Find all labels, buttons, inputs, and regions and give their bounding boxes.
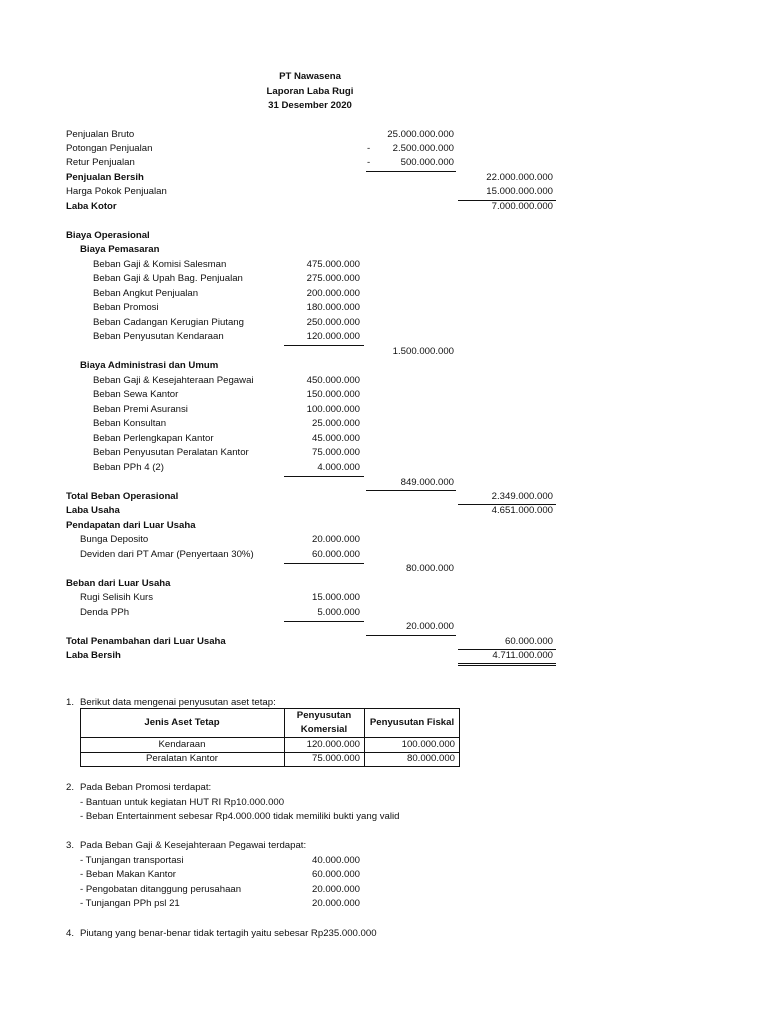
table-header-fiscal: Penyusutan Fiskal	[369, 717, 455, 728]
table-cell: 100.000.000	[401, 739, 455, 750]
net-sales-value: 22.000.000.000	[486, 172, 553, 183]
note-item-label: - Beban Makan Kantor	[80, 869, 176, 880]
gross-profit-value: 7.000.000.000	[491, 201, 553, 212]
expense-label: Beban Gaji & Komisi Salesman	[93, 259, 227, 270]
expense-label: Beban Perlengkapan Kantor	[93, 433, 214, 444]
expense-value: 180.000.000	[306, 302, 360, 313]
expense-label: Beban Angkut Penjualan	[93, 288, 199, 299]
expense-value: 25.000.000	[311, 418, 360, 429]
expense-value: 15.000.000	[311, 592, 360, 603]
note-number: 3.	[66, 840, 75, 851]
report-title: Laporan Laba Rugi	[266, 86, 354, 97]
cogs-value: 15.000.000.000	[486, 186, 553, 197]
table-cell: Kendaraan	[158, 739, 206, 750]
gross-sales-label: Penjualan Bruto	[66, 129, 135, 140]
income-value: 20.000.000	[311, 534, 360, 545]
expense-value: 250.000.000	[306, 317, 360, 328]
marketing-title: Biaya Pemasaran	[80, 244, 160, 255]
note-item-label: - Tunjangan transportasi	[80, 855, 184, 866]
operating-profit-value: 4.651.000.000	[491, 505, 553, 516]
subtotal-line	[284, 621, 364, 622]
subtotal-line	[284, 563, 364, 564]
table-cell: 80.000.000	[406, 753, 455, 764]
subtotal-line	[366, 490, 456, 491]
admin-title: Biaya Administrasi dan Umum	[80, 360, 219, 371]
operating-profit-label: Laba Usaha	[66, 505, 120, 516]
expense-label: Beban Cadangan Kerugian Piutang	[93, 317, 244, 328]
gross-sales-value: 25.000.000.000	[387, 129, 454, 140]
expense-label: Beban Gaji & Upah Bag. Penjualan	[93, 273, 243, 284]
expense-label: Beban Konsultan	[93, 418, 167, 429]
expense-label: Beban PPh 4 (2)	[93, 462, 164, 473]
expense-value: 450.000.000	[306, 375, 360, 386]
net-income-value: 4.711.000.000	[492, 650, 553, 661]
subtotal-line	[284, 345, 364, 346]
marketing-total: 1.500.000.000	[392, 346, 454, 357]
note-item-value: 20.000.000	[311, 898, 360, 909]
expense-label: Denda PPh	[80, 607, 130, 618]
total-opex-value: 2.349.000.000	[491, 491, 553, 502]
minus-sign: -	[367, 157, 371, 168]
income-value: 60.000.000	[311, 549, 360, 560]
note-item-label: - Tunjangan PPh psl 21	[80, 898, 180, 909]
table-divider	[80, 737, 460, 738]
income-label: Bunga Deposito	[80, 534, 149, 545]
expense-label: Beban Sewa Kantor	[93, 389, 179, 400]
expense-value: 45.000.000	[311, 433, 360, 444]
table-header-commercial: Penyusutan	[296, 710, 352, 721]
other-income-title: Pendapatan dari Luar Usaha	[66, 520, 196, 531]
expense-value: 275.000.000	[306, 273, 360, 284]
opex-title: Biaya Operasional	[66, 230, 150, 241]
note-line: - Bantuan untuk kegiatan HUT RI Rp10.000.000	[80, 797, 285, 808]
table-header-commercial: Komersial	[300, 724, 348, 735]
expense-value: 100.000.000	[306, 404, 360, 415]
table-cell: 120.000.000	[306, 739, 360, 750]
expense-label: Rugi Selisih Kurs	[80, 592, 154, 603]
sales-returns-label: Retur Penjualan	[66, 157, 135, 168]
subtotal-line	[284, 476, 364, 477]
cogs-label: Harga Pokok Penjualan	[66, 186, 167, 197]
expense-label: Beban Penyusutan Kendaraan	[93, 331, 224, 342]
note-text: Berikut data mengenai penyusutan aset tetap:	[80, 697, 276, 708]
note-item-value: 40.000.000	[311, 855, 360, 866]
expense-label: Beban Promosi	[93, 302, 159, 313]
net-income-label: Laba Bersih	[66, 650, 121, 661]
double-underline	[458, 665, 556, 666]
note-text: Piutang yang benar-benar tidak tertagih yaitu sebesar Rp235.000.000	[80, 928, 377, 939]
total-opex-label: Total Beban Operasional	[66, 491, 179, 502]
expense-value: 475.000.000	[306, 259, 360, 270]
income-label: Deviden dari PT Amar (Penyertaan 30%)	[80, 549, 254, 560]
sales-discount-value: 2.500.000.000	[392, 143, 454, 154]
subtotal-line	[366, 635, 456, 636]
expense-value: 4.000.000	[317, 462, 360, 473]
table-header-asset: Jenis Aset Tetap	[144, 717, 220, 728]
expense-label: Beban Gaji & Kesejahteraan Pegawai	[93, 375, 254, 386]
note-text: Pada Beban Gaji & Kesejahteraan Pegawai terdapat:	[80, 840, 307, 851]
note-item-label: - Pengobatan ditanggung perusahaan	[80, 884, 242, 895]
expense-value: 150.000.000	[306, 389, 360, 400]
expense-value: 75.000.000	[311, 447, 360, 458]
company-name: PT Nawasena	[279, 71, 341, 82]
note-item-value: 20.000.000	[311, 884, 360, 895]
subtotal-line	[366, 171, 456, 172]
expense-value: 120.000.000	[306, 331, 360, 342]
note-item-value: 60.000.000	[311, 869, 360, 880]
minus-sign: -	[367, 143, 371, 154]
note-text: Pada Beban Promosi terdapat:	[80, 782, 212, 793]
total-other-label: Total Penambahan dari Luar Usaha	[66, 636, 226, 647]
note-line: - Beban Entertainment sebesar Rp4.000.000 tidak memiliki bukti yang valid	[80, 811, 400, 822]
sales-discount-label: Potongan Penjualan	[66, 143, 153, 154]
expense-label: Beban Penyusutan Peralatan Kantor	[93, 447, 249, 458]
note-number: 4.	[66, 928, 75, 939]
sales-returns-value: 500.000.000	[400, 157, 454, 168]
table-cell: 75.000.000	[311, 753, 360, 764]
admin-total: 849.000.000	[400, 477, 454, 488]
other-expense-title: Beban dari Luar Usaha	[66, 578, 171, 589]
table-cell: Peralatan Kantor	[146, 753, 218, 764]
total-other-value: 60.000.000	[504, 636, 553, 647]
expense-value: 200.000.000	[306, 288, 360, 299]
report-date: 31 Desember 2020	[268, 100, 352, 111]
gross-profit-label: Laba Kotor	[66, 201, 117, 212]
other-expense-total: 20.000.000	[405, 621, 454, 632]
net-sales-label: Penjualan Bersih	[66, 172, 144, 183]
expense-value: 5.000.000	[317, 607, 360, 618]
note-number: 2.	[66, 782, 75, 793]
expense-label: Beban Premi Asuransi	[93, 404, 188, 415]
double-underline	[458, 663, 556, 664]
other-income-total: 80.000.000	[405, 563, 454, 574]
note-number: 1.	[66, 697, 75, 708]
